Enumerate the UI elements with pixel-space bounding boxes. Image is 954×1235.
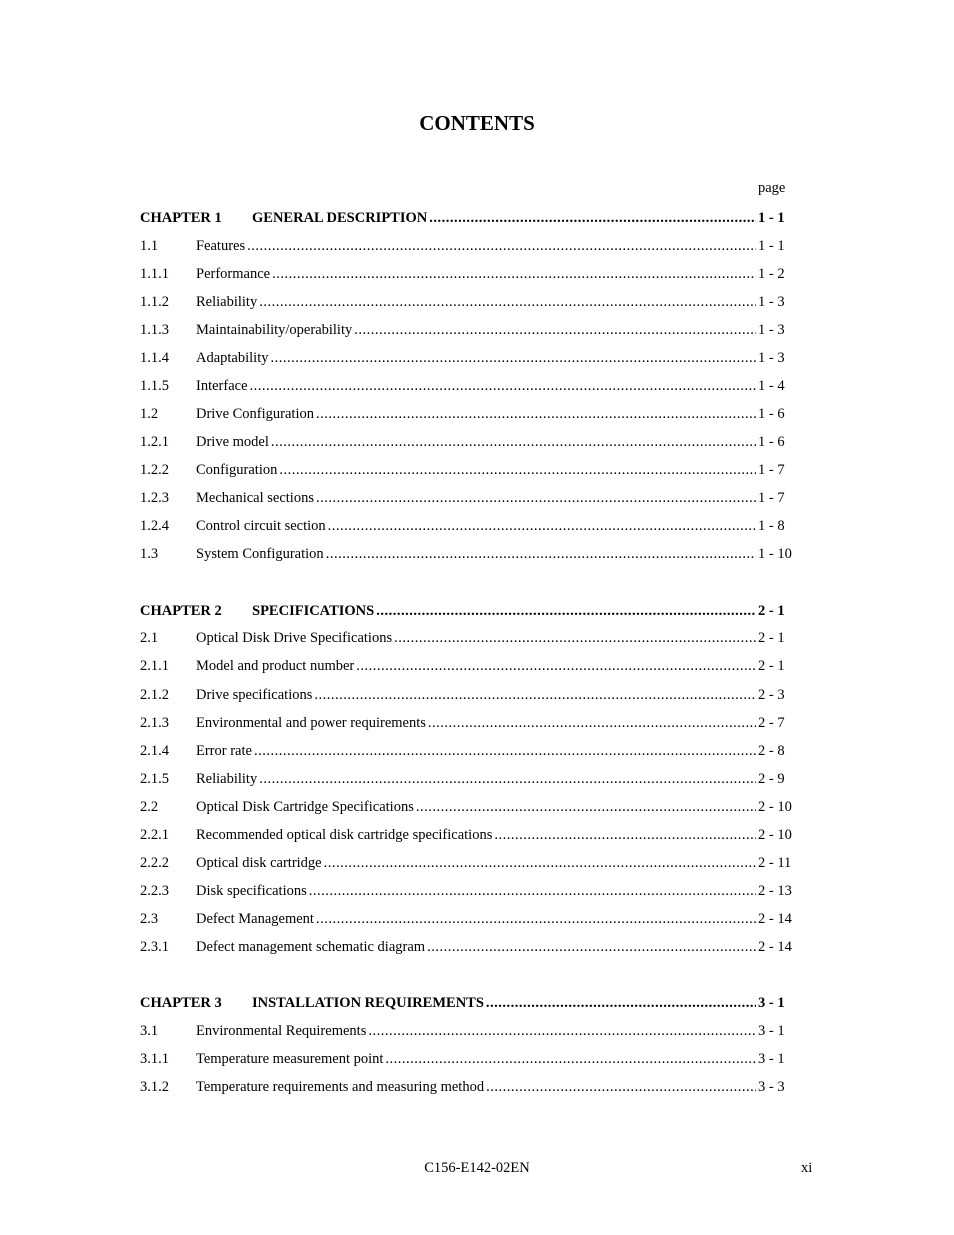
toc-entry-number: 1.2.3 <box>140 490 169 506</box>
toc-dot-leader <box>259 769 756 789</box>
toc-entry-page: 1 - 3 <box>758 350 785 366</box>
toc-dot-leader <box>428 713 756 733</box>
toc-entry-title: Recommended optical disk cartridge specifications <box>196 827 493 843</box>
toc-entry-page: 2 - 10 <box>758 799 792 815</box>
toc-entry-page: 1 - 7 <box>758 490 785 506</box>
toc-entry[interactable] <box>140 881 798 901</box>
toc-entry-number: 2.1 <box>140 630 159 646</box>
toc-entry-page: 2 - 1 <box>758 658 785 674</box>
toc-entry-title: SPECIFICATIONS <box>252 603 375 619</box>
toc-dot-leader <box>254 741 756 761</box>
toc-entry-page: 2 - 1 <box>758 603 785 619</box>
toc-entry[interactable] <box>140 713 798 733</box>
page-column-header: page <box>758 180 786 196</box>
toc-chapter-entry[interactable] <box>140 601 798 621</box>
toc-chapter-entry[interactable] <box>140 208 798 228</box>
toc-dot-leader <box>356 656 756 676</box>
toc-entry-title: Optical Disk Drive Specifications <box>196 630 393 646</box>
toc-entry-number: 1.2 <box>140 406 159 422</box>
toc-entry-page: 1 - 6 <box>758 406 785 422</box>
toc-entry[interactable] <box>140 656 798 676</box>
toc-entry-title: Drive specifications <box>196 687 313 703</box>
toc-entry-page: 1 - 1 <box>758 238 785 254</box>
toc-entry-title: Defect Management <box>196 911 314 927</box>
toc-entry-number: 3.1.2 <box>140 1079 169 1095</box>
toc-entry-number: CHAPTER 2 <box>140 603 222 619</box>
toc-entry[interactable] <box>140 404 798 424</box>
toc-entry[interactable] <box>140 769 798 789</box>
toc-entry-title: Model and product number <box>196 658 355 674</box>
toc-entry-number: 2.1.3 <box>140 715 169 731</box>
toc-entry-title: Control circuit section <box>196 518 326 534</box>
toc-entry-page: 2 - 7 <box>758 715 785 731</box>
toc-entry-number: 2.3.1 <box>140 939 169 955</box>
toc-entry[interactable] <box>140 853 798 873</box>
toc-entry-page: 2 - 8 <box>758 743 785 759</box>
toc-dot-leader <box>486 993 756 1013</box>
toc-entry-page: 1 - 6 <box>758 434 785 450</box>
toc-entry[interactable] <box>140 460 798 480</box>
toc-dot-leader <box>429 208 756 228</box>
toc-entry-page: 2 - 10 <box>758 827 792 843</box>
toc-dot-leader <box>486 1077 756 1097</box>
toc-entry[interactable] <box>140 741 798 761</box>
toc-dot-leader <box>376 601 756 621</box>
toc-chapter-entry[interactable] <box>140 993 798 1013</box>
toc-entry-number: 1.2.1 <box>140 434 169 450</box>
toc-entry[interactable] <box>140 937 798 957</box>
toc-dot-leader <box>427 937 756 957</box>
toc-entry-number: 2.2 <box>140 799 159 815</box>
toc-entry-number: 1.1.1 <box>140 266 169 282</box>
toc-entry-page: 2 - 9 <box>758 771 785 787</box>
toc-entry[interactable] <box>140 825 798 845</box>
toc-entry-title: Reliability <box>196 294 258 310</box>
toc-entry-title: INSTALLATION REQUIREMENTS <box>252 995 484 1011</box>
toc-entry-title: Performance <box>196 266 271 282</box>
toc-entry-title: Optical Disk Cartridge Specifications <box>196 799 414 815</box>
toc-entry-page: 3 - 1 <box>758 995 785 1011</box>
toc-dot-leader <box>271 348 757 368</box>
toc-entry[interactable] <box>140 432 798 452</box>
toc-entry-title: Error rate <box>196 743 252 759</box>
toc-entry[interactable] <box>140 516 798 536</box>
toc-entry-title: Adaptability <box>196 350 269 366</box>
toc-dot-leader <box>259 292 756 312</box>
toc-entry[interactable] <box>140 1049 798 1069</box>
toc-dot-leader <box>271 432 756 452</box>
toc-entry-title: GENERAL DESCRIPTION <box>252 210 428 226</box>
toc-entry-page: 1 - 3 <box>758 294 785 310</box>
toc-dot-leader <box>279 460 756 480</box>
toc-entry-number: 1.1.4 <box>140 350 169 366</box>
toc-entry-title: Configuration <box>196 462 278 478</box>
toc-dot-leader <box>385 1049 756 1069</box>
toc-dot-leader <box>316 488 756 508</box>
toc-entry[interactable] <box>140 685 798 705</box>
toc-entry-number: 2.1.1 <box>140 658 169 674</box>
toc-entry-title: Defect management schematic diagram <box>196 939 426 955</box>
toc-entry[interactable] <box>140 320 798 340</box>
toc-entry-number: 2.1.2 <box>140 687 169 703</box>
toc-entry-page: 1 - 2 <box>758 266 785 282</box>
toc-entry-title: Environmental and power requirements <box>196 715 426 731</box>
toc-entry-page: 2 - 3 <box>758 687 785 703</box>
toc-entry-number: 2.3 <box>140 911 159 927</box>
toc-entry-page: 2 - 1 <box>758 630 785 646</box>
toc-entry[interactable] <box>140 376 798 396</box>
toc-entry-number: 2.2.1 <box>140 827 169 843</box>
toc-dot-leader <box>324 853 756 873</box>
toc-entry-title: System Configuration <box>196 546 324 562</box>
toc-entry-number: 3.1 <box>140 1023 159 1039</box>
toc-entry-title: Optical disk cartridge <box>196 855 322 871</box>
toc-entry-number: 1.1.2 <box>140 294 169 310</box>
toc-dot-leader <box>247 236 756 256</box>
toc-entry-title: Drive model <box>196 434 269 450</box>
toc-entry-page: 3 - 1 <box>758 1051 785 1067</box>
toc-entry[interactable] <box>140 909 798 929</box>
toc-entry-page: 1 - 8 <box>758 518 785 534</box>
toc-dot-leader <box>316 909 756 929</box>
toc-entry-number: 1.1.3 <box>140 322 169 338</box>
toc-dot-leader <box>354 320 756 340</box>
toc-entry-page: 1 - 3 <box>758 322 785 338</box>
toc-entry[interactable] <box>140 236 798 256</box>
toc-dot-leader <box>328 516 756 536</box>
toc-entry-number: 2.2.2 <box>140 855 169 871</box>
toc-entry-page: 2 - 13 <box>758 883 792 899</box>
toc-entry-title: Drive Configuration <box>196 406 314 422</box>
toc-entry-title: Disk specifications <box>196 883 307 899</box>
toc-entry[interactable] <box>140 292 798 312</box>
page-number: xi <box>801 1160 813 1176</box>
toc-entry-number: 1.2.2 <box>140 462 169 478</box>
toc-dot-leader <box>309 881 756 901</box>
toc-dot-leader <box>250 376 756 396</box>
toc-entry[interactable] <box>140 544 798 564</box>
toc-entry-page: 2 - 11 <box>758 855 792 871</box>
toc-entry-number: 2.2.3 <box>140 883 169 899</box>
toc-entry-page: 1 - 4 <box>758 378 785 394</box>
toc-entry-title: Interface <box>196 378 248 394</box>
toc-entry-page: 1 - 10 <box>758 546 792 562</box>
toc-dot-leader <box>314 685 756 705</box>
toc-entry-title: Maintainability/operability <box>196 322 353 338</box>
toc-entry-page: 3 - 1 <box>758 1023 785 1039</box>
toc-entry[interactable] <box>140 488 798 508</box>
toc-entry-title: Environmental Requirements <box>196 1023 367 1039</box>
toc-entry-number: CHAPTER 1 <box>140 210 222 226</box>
toc-entry-page: 1 - 7 <box>758 462 785 478</box>
toc-entry[interactable] <box>140 348 798 368</box>
toc-dot-leader <box>326 544 756 564</box>
toc-dot-leader <box>416 797 756 817</box>
toc-entry-number: CHAPTER 3 <box>140 995 222 1011</box>
toc-entry[interactable] <box>140 628 798 648</box>
document-code: C156-E142-02EN <box>424 1160 530 1176</box>
toc-entry[interactable] <box>140 264 798 284</box>
toc-entry-title: Temperature measurement point <box>196 1051 384 1067</box>
toc-entry-page: 2 - 14 <box>758 911 792 927</box>
toc-dot-leader <box>316 404 756 424</box>
toc-entry-number: 3.1.1 <box>140 1051 169 1067</box>
toc-entry-number: 1.2.4 <box>140 518 169 534</box>
toc-dot-leader <box>368 1021 756 1041</box>
toc-dot-leader <box>272 264 756 284</box>
toc-dot-leader <box>394 628 756 648</box>
toc-entry[interactable] <box>140 1021 798 1041</box>
page-title: CONTENTS <box>419 111 535 135</box>
toc-entry-number: 1.1 <box>140 238 159 254</box>
toc-entry[interactable] <box>140 797 798 817</box>
toc-entry-title: Mechanical sections <box>196 490 314 506</box>
toc-entry-number: 1.1.5 <box>140 378 169 394</box>
toc-entry-page: 1 - 1 <box>758 210 785 226</box>
toc-entry-number: 2.1.5 <box>140 771 169 787</box>
toc-dot-leader <box>494 825 756 845</box>
toc-entry-title: Features <box>196 238 246 254</box>
toc-entry-title: Reliability <box>196 771 258 787</box>
toc-entry[interactable] <box>140 1077 798 1097</box>
toc-entry-number: 2.1.4 <box>140 743 169 759</box>
toc-entry-page: 2 - 14 <box>758 939 792 955</box>
toc-entry-title: Temperature requirements and measuring method <box>196 1079 485 1095</box>
toc-entry-page: 3 - 3 <box>758 1079 785 1095</box>
toc-entry-number: 1.3 <box>140 546 159 562</box>
